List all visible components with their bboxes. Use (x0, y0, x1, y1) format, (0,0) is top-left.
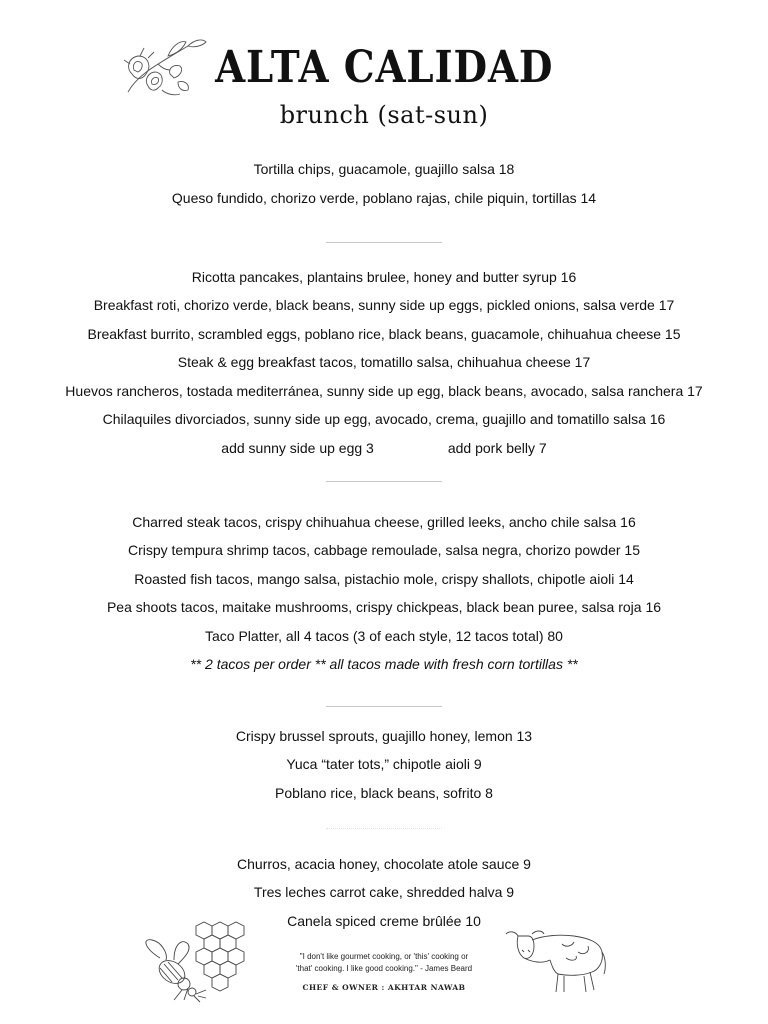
menu-item: Tres leches carrot cake, shredded halva 9 (253, 884, 515, 900)
menu-item: Charred steak tacos, crispy chihuahua cheese, grilled leeks, ancho chile salsa 16 (132, 514, 636, 530)
addon-egg: add sunny side up egg 3 (221, 440, 374, 456)
addons-row (0, 439, 768, 457)
menu-item: Pea shoots tacos, maitake mushrooms, crispy chickpeas, black bean puree, salsa roja 16 (106, 599, 662, 615)
chef-owner-credit: CHEF & OWNER : AKHTAR NAWAB (302, 983, 466, 992)
menu-item: Canela spiced creme brûlée 10 (287, 913, 481, 929)
section-divider (326, 242, 442, 243)
menu-item: Chilaquiles divorciados, sunny side up egg, avocado, crema, guajillo and tomatillo salsa 16 (102, 411, 666, 427)
menu-item: Steak & egg breakfast tacos, tomatillo salsa, chihuahua cheese 17 (177, 354, 591, 370)
james-beard-quote (270, 951, 498, 975)
menu-item: Churros, acacia honey, chocolate atole sauce 9 (237, 856, 531, 872)
menu-item: Breakfast burrito, scrambled eggs, poblano rice, black beans, guacamole, chihuahua cheese 15 (87, 326, 681, 342)
menu-item: Taco Platter, all 4 tacos (3 of each style, 12 tacos total) 80 (205, 628, 563, 644)
menu-item: Breakfast roti, chorizo verde, black beans, sunny side up eggs, pickled onions, salsa verde 17 (93, 297, 675, 313)
menu-subtitle: brunch (sat-sun) (279, 101, 489, 129)
addon-pork-belly: add pork belly 7 (447, 440, 547, 456)
menu-item: Queso fundido, chorizo verde, poblano rajas, chile piquin, tortillas 14 (171, 190, 597, 206)
section-divider (326, 706, 442, 707)
menu-item: Tortilla chips, guacamole, guajillo salsa 18 (253, 161, 515, 177)
bee-honeycomb-sketch-icon (138, 920, 246, 1004)
quote-line-2: 'that' cooking. I like good cooking." - James Beard (295, 964, 473, 973)
menu-item: Crispy brussel sprouts, guajillo honey, lemon 13 (235, 728, 533, 744)
menu-item: Poblano rice, black beans, sofrito 8 (275, 785, 493, 801)
menu-item: Roasted fish tacos, mango salsa, pistachio mole, crispy shallots, chipotle aioli 14 (134, 571, 634, 587)
bull-sketch-icon (502, 922, 610, 998)
section-divider (326, 481, 442, 482)
quote-line-1: "I don't like gourmet cooking, or 'this' cooking or (299, 952, 469, 961)
menu-item: Yuca “tater tots,” chipotle aioli 9 (286, 756, 482, 772)
taco-note: ** 2 tacos per order ** all tacos made with fresh corn tortillas ** (190, 656, 578, 672)
section-divider (326, 828, 442, 829)
menu-item: Huevos rancheros, tostada mediterránea, sunny side up egg, black beans, avocado, salsa ranchera 17 (65, 383, 703, 399)
menu-item: Crispy tempura shrimp tacos, cabbage remoulade, salsa negra, chorizo powder 15 (127, 542, 641, 558)
menu-item: Ricotta pancakes, plantains brulee, honey and butter syrup 16 (191, 269, 577, 285)
restaurant-title (0, 42, 768, 93)
restaurant-title-text: ALTA CALIDAD (214, 42, 554, 93)
